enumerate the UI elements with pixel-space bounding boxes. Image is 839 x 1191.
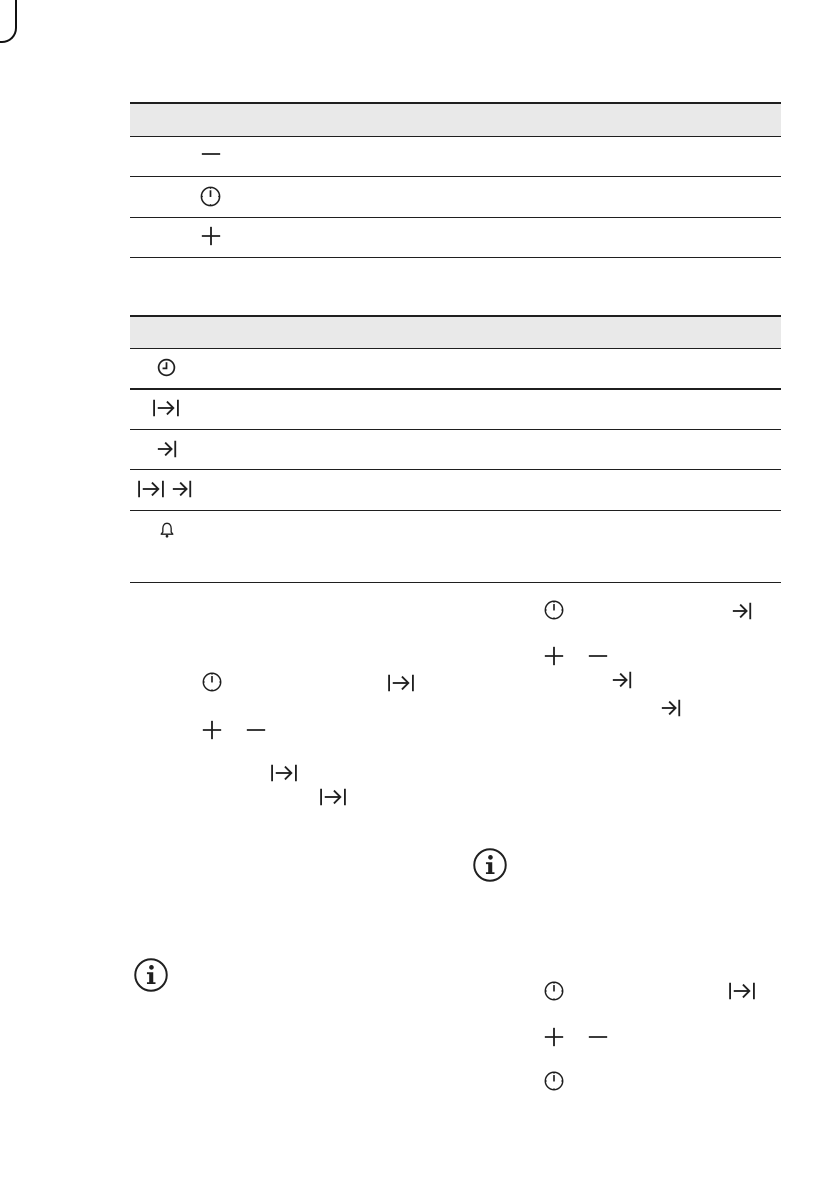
- clock-function-icon: [543, 599, 565, 621]
- end-icon: [610, 669, 634, 691]
- table-divider: [130, 176, 781, 177]
- duration-icon: [136, 478, 166, 500]
- table-top-rule: [130, 102, 781, 104]
- minus-icon: [587, 1026, 609, 1048]
- minus-icon: [587, 645, 609, 667]
- end-icon: [156, 438, 178, 460]
- plus-icon: [543, 1026, 565, 1048]
- duration-icon: [386, 672, 416, 694]
- end-icon: [170, 478, 194, 500]
- table-bottom-rule: [130, 582, 781, 583]
- bell-icon: [157, 519, 177, 541]
- end-icon: [659, 697, 683, 719]
- scissor-cut-line: [0, 0, 15, 56]
- plus-icon: [200, 225, 222, 247]
- clock-function-icon: [201, 671, 223, 693]
- clock-function-icon: [199, 185, 222, 208]
- clock-function-icon: [543, 980, 565, 1002]
- table-header-row: [130, 104, 781, 136]
- minus-icon: [200, 143, 222, 165]
- info-icon: [472, 847, 508, 883]
- table-divider: [130, 348, 781, 349]
- minus-icon: [245, 719, 267, 741]
- table-divider: [130, 510, 781, 511]
- clock-function-icon: [543, 1070, 565, 1092]
- duration-icon: [151, 397, 181, 419]
- duration-icon: [269, 762, 299, 784]
- plus-icon: [543, 645, 565, 667]
- table-bottom-rule: [130, 257, 781, 258]
- table-divider: [130, 217, 781, 218]
- table-divider: [130, 136, 781, 137]
- duration-icon: [318, 786, 348, 808]
- plus-icon: [201, 719, 223, 741]
- table-top-rule: [130, 315, 781, 317]
- duration-icon: [727, 980, 757, 1002]
- info-icon: [133, 957, 169, 993]
- table-divider: [130, 388, 781, 390]
- time-of-day-icon: [156, 357, 177, 378]
- table-header-row: [130, 317, 781, 348]
- end-icon: [730, 600, 754, 622]
- table-divider: [130, 469, 781, 470]
- table-divider: [130, 429, 781, 430]
